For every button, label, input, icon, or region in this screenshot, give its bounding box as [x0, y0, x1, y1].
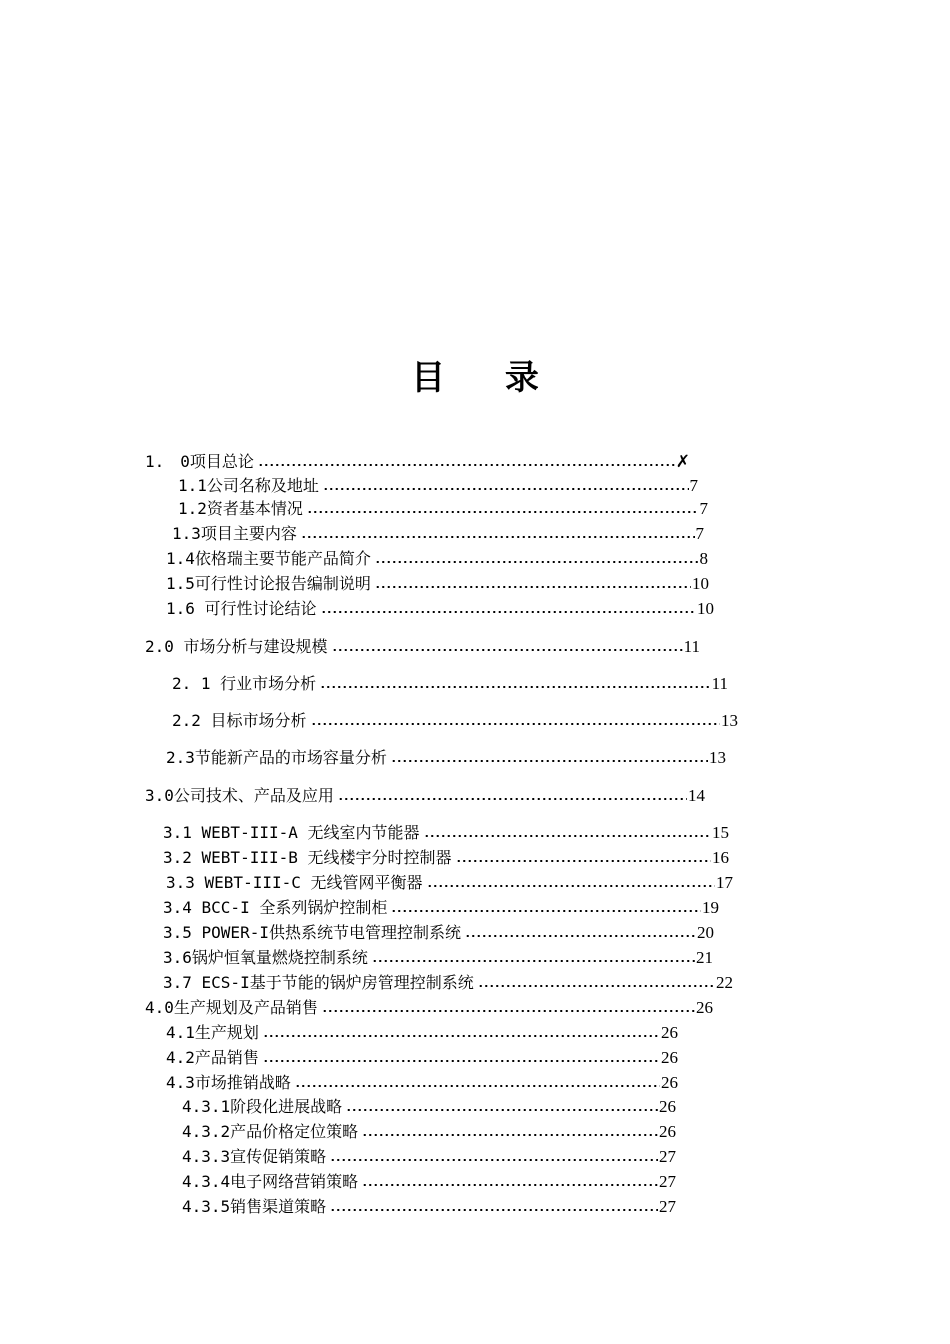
toc-entry-page: 13: [709, 748, 726, 767]
toc-entry-page: 27: [659, 1172, 676, 1191]
toc-entry-label: 3.2 WEBT-III-B 无线楼宇分时控制器: [163, 848, 452, 867]
toc-entry-page: ✗: [675, 452, 690, 471]
toc-entry: [163, 921, 714, 945]
toc-entry-label: 4.3.3宣传促销策略: [182, 1147, 327, 1166]
toc-entry-label: 2.0 市场分析与建设规模: [145, 637, 328, 656]
toc-entry-page: 17: [716, 873, 733, 892]
toc-entry: [166, 572, 709, 596]
toc-leader-dots: [263, 1060, 660, 1062]
toc-leader-dots: [321, 611, 696, 613]
toc-leader-dots: [263, 1035, 660, 1037]
toc-leader-dots: [332, 649, 683, 651]
toc-entry: [172, 522, 704, 546]
toc-entry-page: 27: [659, 1197, 676, 1216]
toc-entry-label: 4.2产品销售: [166, 1048, 259, 1067]
toc-leader-dots: [424, 835, 712, 837]
toc-entry-page: 7: [695, 524, 704, 543]
toc-entry-label: 3.4 BCC-I 全系列锅炉控制柜: [163, 898, 388, 917]
toc-entry-label: 1.5可行性讨论报告编制说明: [166, 574, 371, 593]
toc-entry: [145, 996, 713, 1020]
toc-entry: [166, 746, 726, 770]
toc-leader-dots: [427, 885, 716, 887]
toc-entry: [172, 672, 728, 696]
toc-entry-page: 10: [692, 574, 709, 593]
toc-entry: [182, 1170, 676, 1194]
toc-entry: [166, 597, 714, 621]
toc-entry-label: 3.7 ECS-I基于节能的锅炉房管理控制系统: [163, 973, 474, 992]
toc-leader-dots: [323, 488, 689, 490]
toc-entry-label: 4.3.5销售渠道策略: [182, 1197, 327, 1216]
toc-entry-page: 13: [721, 711, 738, 730]
toc-entry: [163, 821, 729, 845]
toc-entry-page: 15: [712, 823, 729, 842]
toc-entry: [166, 1046, 678, 1070]
toc-leader-dots: [258, 464, 675, 466]
toc-entry-label: 3.0公司技术、产品及应用: [145, 786, 334, 805]
toc-entry: [163, 896, 719, 920]
toc-leader-dots: [362, 1184, 658, 1186]
toc-leader-dots: [320, 686, 710, 688]
toc-entry-label: 4.0生产规划及产品销售: [145, 998, 318, 1017]
toc-entry: [182, 1195, 676, 1219]
toc-leader-dots: [295, 1085, 660, 1087]
toc-entry: [182, 1120, 676, 1144]
toc-entry-page: 7: [699, 499, 708, 518]
toc-entry-label: 4.3市场推销战略: [166, 1073, 291, 1092]
toc-leader-dots: [330, 1159, 658, 1161]
toc-entry-page: 26: [661, 1023, 678, 1042]
toc-entry-label: 4.3.4电子网络营销策略: [182, 1172, 359, 1191]
toc-entry-page: 19: [702, 898, 719, 917]
toc-entry: [182, 1095, 676, 1119]
toc-leader-dots: [362, 1134, 658, 1136]
toc-entry: [163, 846, 729, 870]
toc-leader-dots: [375, 586, 691, 588]
toc-entry: [178, 474, 698, 498]
toc-entry: [145, 450, 690, 474]
toc-entry: [182, 1145, 676, 1169]
toc-entry-label: 3.5 POWER-I供热系统节电管理控制系统: [163, 923, 461, 942]
toc-entry-label: 4.1生产规划: [166, 1023, 259, 1042]
toc-entry-label: 1.1公司名称及地址: [178, 476, 319, 495]
toc-entry-page: 11: [711, 674, 728, 693]
toc-leader-dots: [307, 511, 699, 513]
toc-entry-page: 26: [659, 1097, 676, 1116]
toc-leader-dots: [375, 561, 699, 563]
toc-entry-page: 7: [689, 476, 698, 495]
toc-leader-dots: [391, 910, 701, 912]
toc-leader-dots: [330, 1209, 658, 1211]
toc-entry-page: 22: [716, 973, 733, 992]
toc-entry-label: 1.4依格瑞主要节能产品简介: [166, 549, 371, 568]
toc-entry-label: 1.3项目主要内容: [172, 524, 297, 543]
toc-entry: [163, 946, 713, 970]
toc-leader-dots: [478, 985, 715, 987]
toc-leader-dots: [346, 1109, 658, 1111]
toc-leader-dots: [456, 860, 712, 862]
toc-entry-label: 3.3 WEBT-III-C 无线管网平衡器: [166, 873, 423, 892]
toc-entry-page: 10: [697, 599, 714, 618]
toc-entry-page: 20: [697, 923, 714, 942]
toc-entry: [166, 871, 733, 895]
toc-entry-label: 2.3节能新产品的市场容量分析: [166, 748, 387, 767]
toc-entry-page: 26: [661, 1073, 678, 1092]
toc-entry-page: 26: [696, 998, 713, 1017]
toc-entry-label: 4.3.2产品价格定位策略: [182, 1122, 359, 1141]
toc-entry: [172, 709, 738, 733]
toc-leader-dots: [372, 960, 695, 962]
toc-entry-label: 3.6锅炉恒氧量燃烧控制系统: [163, 948, 368, 967]
toc-leader-dots: [301, 536, 695, 538]
toc-entry-page: 21: [696, 948, 713, 967]
toc-entry-page: 8: [699, 549, 708, 568]
toc-entry-page: 11: [683, 637, 700, 656]
toc-entry-label: 2. 1 行业市场分析: [172, 674, 317, 693]
toc-entry-label: 1.6 可行性讨论结论: [166, 599, 317, 618]
toc-entry-label: 4.3.1阶段化进展战略: [182, 1097, 343, 1116]
toc-leader-dots: [391, 760, 708, 762]
toc-entry: [178, 497, 708, 521]
toc-entry-page: 16: [712, 848, 729, 867]
toc-entry-page: 14: [688, 786, 705, 805]
toc-entry-label: 2.2 目标市场分析: [172, 711, 307, 730]
toc-entry: [166, 1021, 678, 1045]
toc-entry: [145, 635, 700, 659]
toc-entry: [166, 547, 708, 571]
toc-leader-dots: [311, 723, 720, 725]
toc-entry: [145, 784, 705, 808]
toc-entry-label: 1.2资者基本情况: [178, 499, 303, 518]
toc-entry-page: 26: [661, 1048, 678, 1067]
toc-leader-dots: [465, 935, 696, 937]
toc-leader-dots: [322, 1010, 695, 1012]
toc-entry-label: 3.1 WEBT-III-A 无线室内节能器: [163, 823, 420, 842]
toc-entry: [163, 971, 733, 995]
toc-title: 目 录: [411, 358, 563, 398]
toc-entry-page: 26: [659, 1122, 676, 1141]
toc-entry-label: 1. 0项目总论: [145, 452, 254, 471]
toc-entry: [166, 1071, 678, 1095]
toc-leader-dots: [338, 798, 687, 800]
toc-entry-page: 27: [659, 1147, 676, 1166]
